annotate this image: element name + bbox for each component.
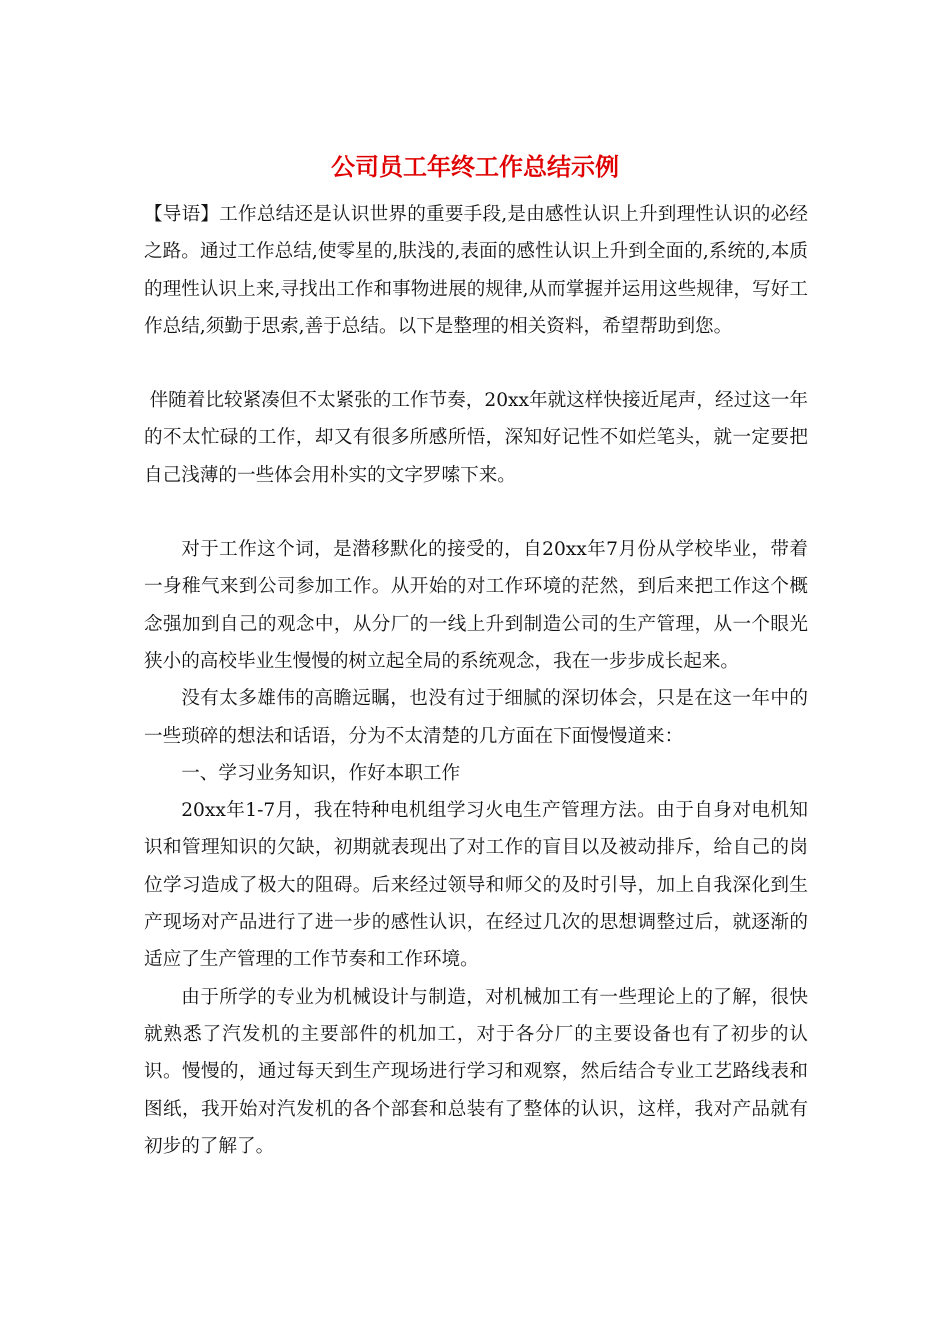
paragraph-spacer bbox=[144, 494, 808, 531]
document-title: 公司员工年终工作总结示例 bbox=[331, 152, 619, 181]
body-paragraph: 20xx年1-7月，我在特种电机组学习火电生产管理方法。由于自身对电机知识和管理知识的欠缺，初期就表现出了对工作的盲目以及被动排斥，给自己的岗位学习造成了极大的阻碍。后来经过领导和师父的及时引导，加上自我深化到生产现场对产品进行了进一步的感性认识，在经过几次的思想调整过后，就逐渐的适应了生产管理的工作节奏和工作环境。 bbox=[144, 800, 808, 971]
body-paragraph: 没有太多雄伟的高瞻远瞩，也没有过于细腻的深切体会，只是在这一年中的一些琐碎的想法和话语，分为不太清楚的几方面在下面慢慢道来： bbox=[144, 688, 808, 747]
body-paragraph: 对于工作这个词，是潜移默化的接受的，自20xx年7月份从学校毕业，带着一身稚气来到公司参加工作。从开始的对工作环境的茫然，到后来把工作这个概念强加到自己的观念中，从分厂的一线上升到制造公司的生产管理，从一个眼光狭小的高校毕业生慢慢的树立起全局的系统观念，我在一步步成长起来。 bbox=[144, 539, 808, 672]
body-paragraph: 由于所学的专业为机械设计与制造，对机械加工有一些理论上的了解，很快就熟悉了汽发机的主要部件的机加工，对于各分厂的主要设备也有了初步的认识。慢慢的，通过每天到生产现场进行学习和观察，然后结合专业工艺路线表和图纸，我开始对汽发机的各个部套和总装有了整体的认识，这样，我对产品就有初步的了解了。 bbox=[144, 986, 808, 1157]
body-paragraph: 伴随着比较紧凑但不太紧张的工作节奏，20xx年就这样快接近尾声，经过这一年的不太忙碌的工作，却又有很多所感所悟，深知好记性不如烂笔头，就一定要把自己浅薄的一些体会用朴实的文字罗嗦下来。 bbox=[144, 390, 808, 486]
paragraph-spacer bbox=[144, 345, 808, 382]
document-body bbox=[144, 196, 808, 1165]
section-heading: 一、学习业务知识，作好本职工作 bbox=[181, 762, 461, 784]
intro-paragraph: 【导语】工作总结还是认识世界的重要手段,是由感性认识上升到理性认识的必经之路。通过工作总结,使零星的,肤浅的,表面的感性认识上升到全面的,系统的,本质的理性认识上来,寻找出工作和事物进展的规律,从而掌握并运用这些规律，写好工作总结,须勤于思索,善于总结。以下是整理的相关资料，希望帮助到您。 bbox=[144, 204, 808, 337]
